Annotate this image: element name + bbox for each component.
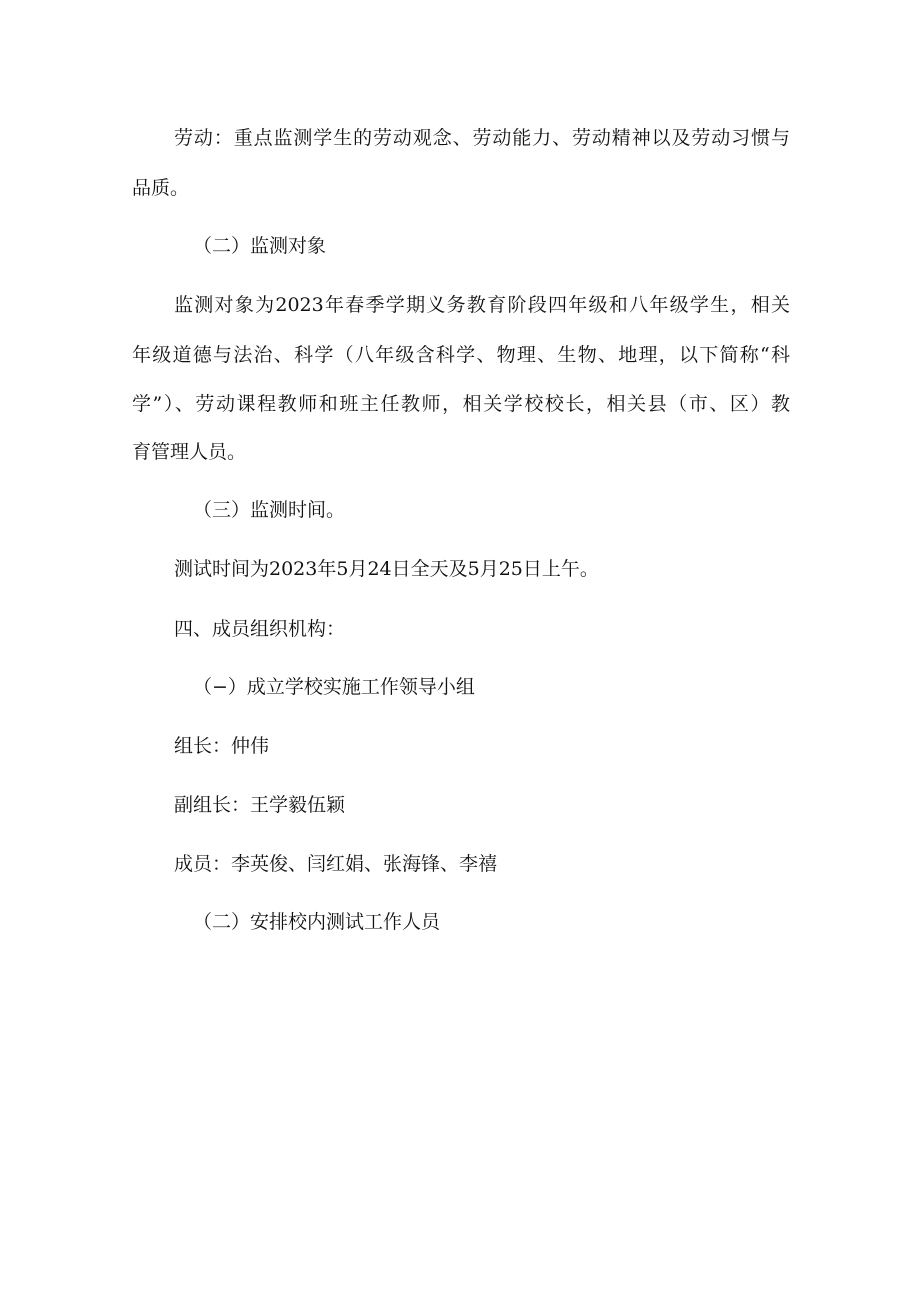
- objects-line-3: 学”）、劳动课程教师和班主任教师，相关学校校长，相关县（市、区）教: [132, 393, 790, 415]
- section-four-heading: 四、成员组织机构：: [174, 618, 346, 640]
- objects-line-1: 监测对象为2023年春季学期义务教育阶段四年级和八年级学生，相关: [174, 294, 790, 316]
- labor-line-1: 劳动：重点监测学生的劳动观念、劳动能力、劳动精神以及劳动习惯与: [174, 127, 790, 149]
- heading-test-staff: （二）安排校内测试工作人员: [193, 911, 441, 933]
- deputy-leader: 副组长：王学毅伍颖: [174, 794, 346, 816]
- test-time-text: 测试时间为2023年5月24日全天及5月25日上午。: [174, 558, 599, 580]
- heading-monitoring-time: （三）监测时间。: [193, 499, 346, 521]
- objects-line-4: 育管理人员。: [132, 441, 247, 463]
- objects-line-2: 年级道德与法治、科学（八年级含科学、物理、生物、地理，以下简称“科: [132, 344, 790, 366]
- labor-line-2: 品质。: [132, 177, 190, 199]
- group-members: 成员：李英俊、闫红娟、张海锋、李禧: [174, 853, 498, 875]
- heading-leadership-group: （−）成立学校实施工作领导小组: [193, 676, 475, 698]
- group-leader: 组长：仲伟: [174, 735, 270, 757]
- heading-monitoring-objects: （二）监测对象: [193, 235, 327, 257]
